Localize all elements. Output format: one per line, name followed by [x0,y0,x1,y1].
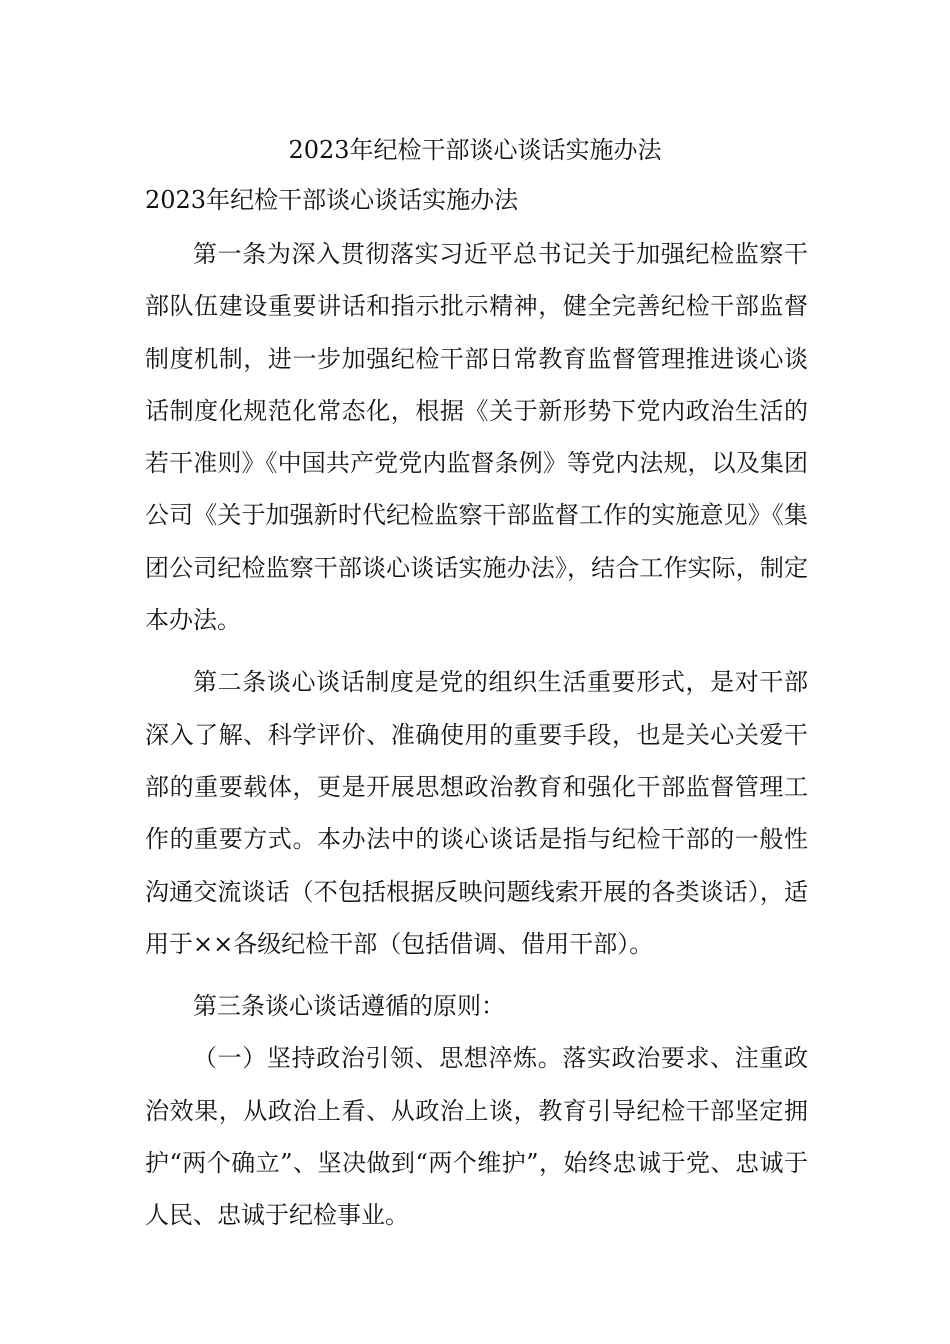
document-subtitle: 2023年纪检干部谈心谈话实施办法 [145,186,519,214]
paragraph-article-1: 第一条为深入贯彻落实习近平总书记关于加强纪检监察干部队伍建设重要讲话和指示批示精神，健全完善纪检干部监督制度机制，进一步加强纪检干部日常教育监督管理推进谈心谈话制度化规范化常态化，根据《关于新形势下党内政治生活的若干准则》《中国共产党党内监督条例》等党内法规，以及集团公司《关于加强新时代纪检监察干部监督工作的实施意见》《集团公司纪检监察干部谈心谈话实施办法》，结合工作实际，制定本办法。 [145,240,808,635]
document-body [145,228,808,1242]
document-title: 2023年纪检干部谈心谈话实施办法 [288,136,662,164]
paragraph-article-2: 第二条谈心谈话制度是党的组织生活重要形式，是对干部深入了解、科学评价、准确使用的重要手段，也是关心关爱干部的重要载体，更是开展思想政治教育和强化干部监督管理工作的重要方式。本办法中的谈心谈话是指与纪检干部的一般性沟通交流谈话（不包括根据反映问题线索开展的各类谈话），适用于××各级纪检干部（包括借调、借用干部）。 [145,668,808,958]
paragraph-article-3: 第三条谈心谈话遵循的原则： [193,992,505,1021]
paragraph-principle-1: （一）坚持政治引领、思想淬炼。落实政治要求、注重政治效果，从政治上看、从政治上谈，教育引导纪检干部坚定拥护“两个确立”、坚决做到“两个维护”，始终忠诚于党、忠诚于人民、忠诚于纪检事业。 [145,1044,808,1230]
